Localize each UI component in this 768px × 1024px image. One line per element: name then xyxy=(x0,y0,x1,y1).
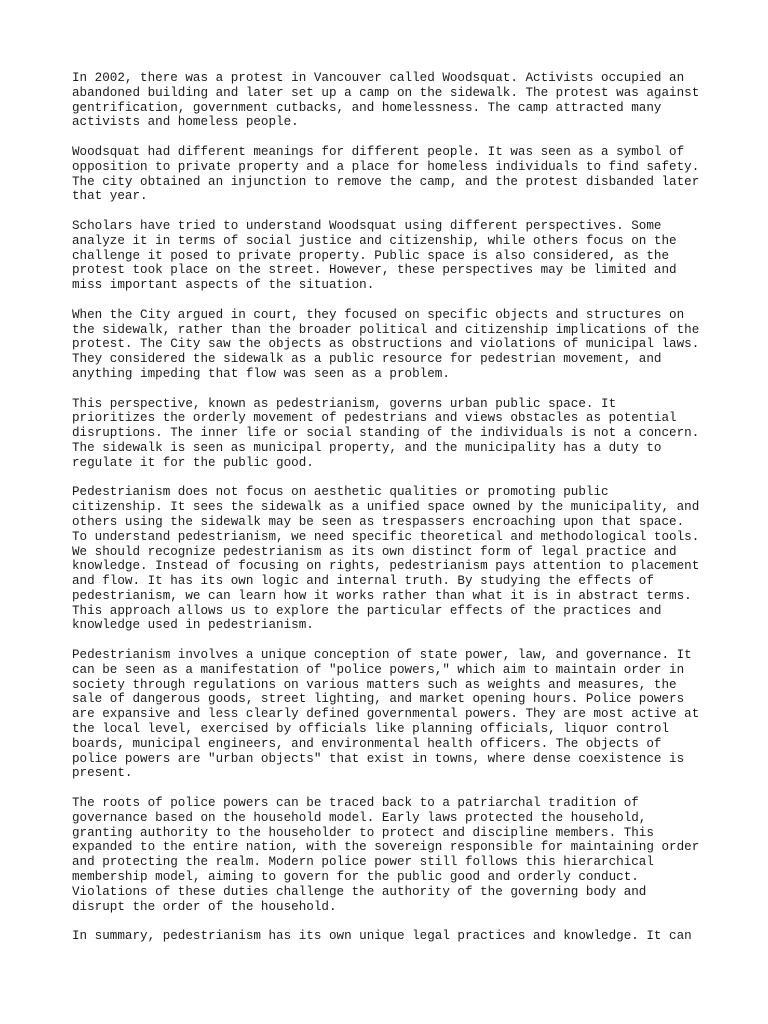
paragraph-woodsquat-meanings: Woodsquat had different meanings for different people. It was seen as a symbol of opposition to private property and a place for homeless individuals to find safety. The city obtained an injunction to remove the camp, and the protest disbanded later that year. xyxy=(72,144,700,204)
paragraph-woodsquat-intro: In 2002, there was a protest in Vancouver called Woodsquat. Activists occupied an abandoned building and later set up a camp on the sidewalk. The protest was against gentrification, government cutbacks, and homelessness. The camp attracted many activists and homeless people. xyxy=(72,71,700,130)
paragraph-pedestrianism-definition: This perspective, known as pedestrianism, governs urban public space. It prioritizes the orderly movement of pedestrians and views obstacles as potential disruptions. The inner life or social standing of the individuals is not a concern. The sidewalk is seen as municipal property, and the municipality has a duty to regulate it for the public good. xyxy=(72,396,700,470)
paragraph-scholarly-perspectives: Scholars have tried to understand Woodsquat using different perspectives. Some analyze it in terms of social justice and citizenship, while others focus on the challenge it posed to private property. Public space is also considered, as the protest took place on the street. However, these perspectives may be limited and miss important aspects of the situation. xyxy=(72,218,677,293)
paragraph-summary: In summary, pedestrianism has its own unique legal practices and knowledge. It can xyxy=(72,929,692,944)
paragraph-police-powers: Pedestrianism involves a unique conception of state power, law, and governance. It can be seen as a manifestation of "police powers," which aim to maintain order in society through regulations on various matters such as weights and measures, the sale of dangerous goods, street lighting, and market opening hours. Police powers are expansive and less clearly defined governmental powers. They are most active at the local level, exercised by officials like planning officials, liquor control boards, municipal engineers, and environmental health officers. The objects of police powers are "urban objects" that exist in towns, where dense coexistence is present. xyxy=(72,648,700,781)
document-page xyxy=(72,71,712,959)
paragraph-city-court-argument: When the City argued in court, they focused on specific objects and structures on the sidewalk, rather than the broader political and citizenship implications of the protest. The City saw the objects as obstructions and violations of municipal laws. They considered the sidewalk as a public resource for pedestrian movement, and anything impeding that flow was seen as a problem. xyxy=(72,307,700,381)
paragraph-pedestrianism-analysis: Pedestrianism does not focus on aesthetic qualities or promoting public citizenship. It sees the sidewalk as a unified space owned by the municipality, and others using the sidewalk may be seen as trespassers encroaching upon that space. To understand pedestrianism, we need specific theoretical and methodological tools. We should recognize pedestrianism as its own distinct form of legal practice and knowledge. Instead of focusing on rights, pedestrianism pays attention to placement and flow. It has its own logic and internal truth. By studying the effects of pedestrianism, we can learn how it works rather than what it is in abstract terms. This approach allows us to explore the particular effects of the practices and knowledge used in pedestrianism. xyxy=(72,485,700,633)
paragraph-police-powers-roots: The roots of police powers can be traced back to a patriarchal tradition of governance based on the household model. Early laws protected the household, granting authority to the householder to protect and discipline members. This expanded to the entire nation, with the sovereign responsible for maintaining order and protecting the realm. Modern police power still follows this hierarchical membership model, aiming to govern for the public good and orderly conduct. Violations of these duties challenge the authority of the governing body and disrupt the order of the household. xyxy=(72,796,700,914)
